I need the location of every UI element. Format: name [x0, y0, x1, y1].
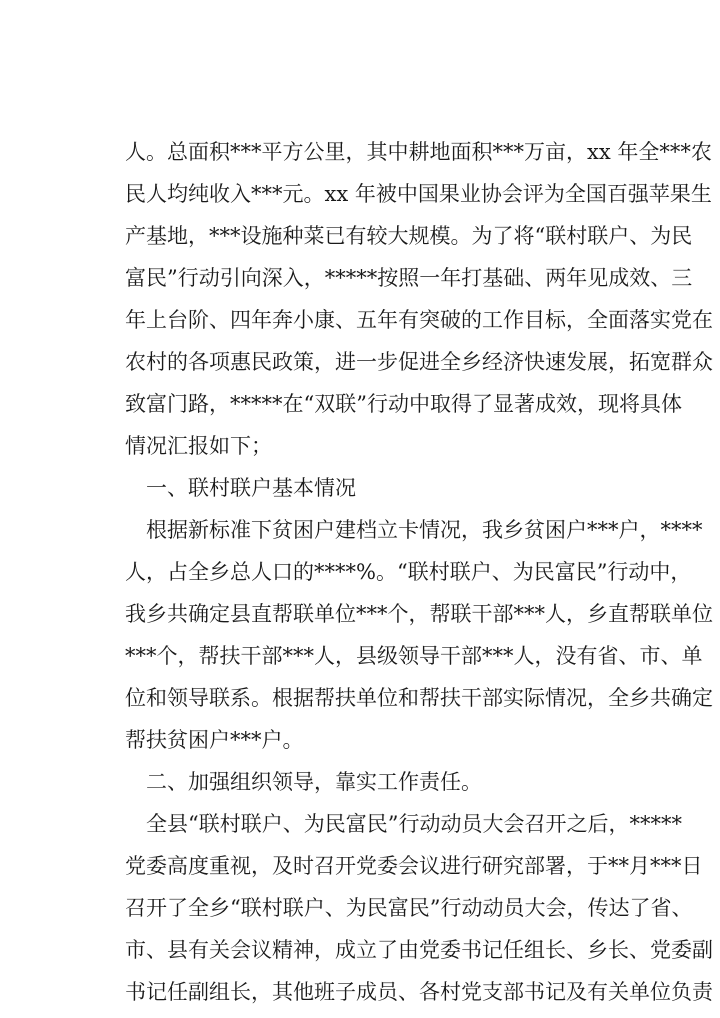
body-text-line: 民人均纯收入***元。xx 年被中国果业协会评为全国百强苹果生	[125, 182, 712, 206]
body-text-line: 位和领导联系。根据帮扶单位和帮扶干部实际情况，全乡共确定	[125, 686, 713, 710]
body-text-line: 人，占全乡总人口的****%。“联村联户、为民富民”行动中，	[125, 560, 692, 584]
body-text-line: 致富门路，*****在“双联”行动中取得了显著成效，现将具体	[125, 392, 682, 416]
body-text-line: ***个，帮扶干部***人，县级领导干部***人，没有省、市、单	[125, 644, 703, 668]
body-text-line: 全县“联村联户、为民富民”行动动员大会召开之后，*****	[146, 812, 682, 836]
body-text-line: 我乡共确定县直帮联单位***个，帮联干部***人，乡直帮联单位	[125, 602, 713, 626]
body-text-line: 市、县有关会议精神，成立了由党委书记任组长、乡长、党委副	[125, 938, 713, 962]
body-text-line: 人。总面积***平方公里，其中耕地面积***万亩，xx 年全***农	[125, 140, 712, 164]
section-heading: 二、加强组织领导，靠实工作责任。	[146, 770, 482, 794]
body-text-line: 年上台阶、四年奔小康、五年有突破的工作目标，全面落实党在	[125, 308, 713, 332]
body-text-line: 富民”行动引向深入，*****按照一年打基础、两年见成效、三	[125, 266, 693, 290]
body-text-line: 党委高度重视，及时召开党委会议进行研究部署，于**月***日	[125, 854, 703, 878]
body-text-line: 帮扶贫困户***户。	[125, 728, 304, 752]
body-text-line: 根据新标准下贫困户建档立卡情况，我乡贫困户***户，****	[146, 518, 703, 542]
section-heading: 一、联村联户基本情况	[146, 476, 356, 500]
body-text-line: 书记任副组长，其他班子成员、各村党支部书记及有关单位负责	[125, 980, 713, 1004]
body-text-line: 产基地，***设施种菜已有较大规模。为了将“联村联户、为民	[125, 224, 693, 248]
body-text-line: 情况汇报如下；	[125, 434, 272, 458]
body-text-line: 农村的各项惠民政策，进一步促进全乡经济快速发展，拓宽群众	[125, 350, 713, 374]
body-text-line: 召开了全乡“联村联户、为民富民”行动动员大会，传达了省、	[125, 896, 693, 920]
